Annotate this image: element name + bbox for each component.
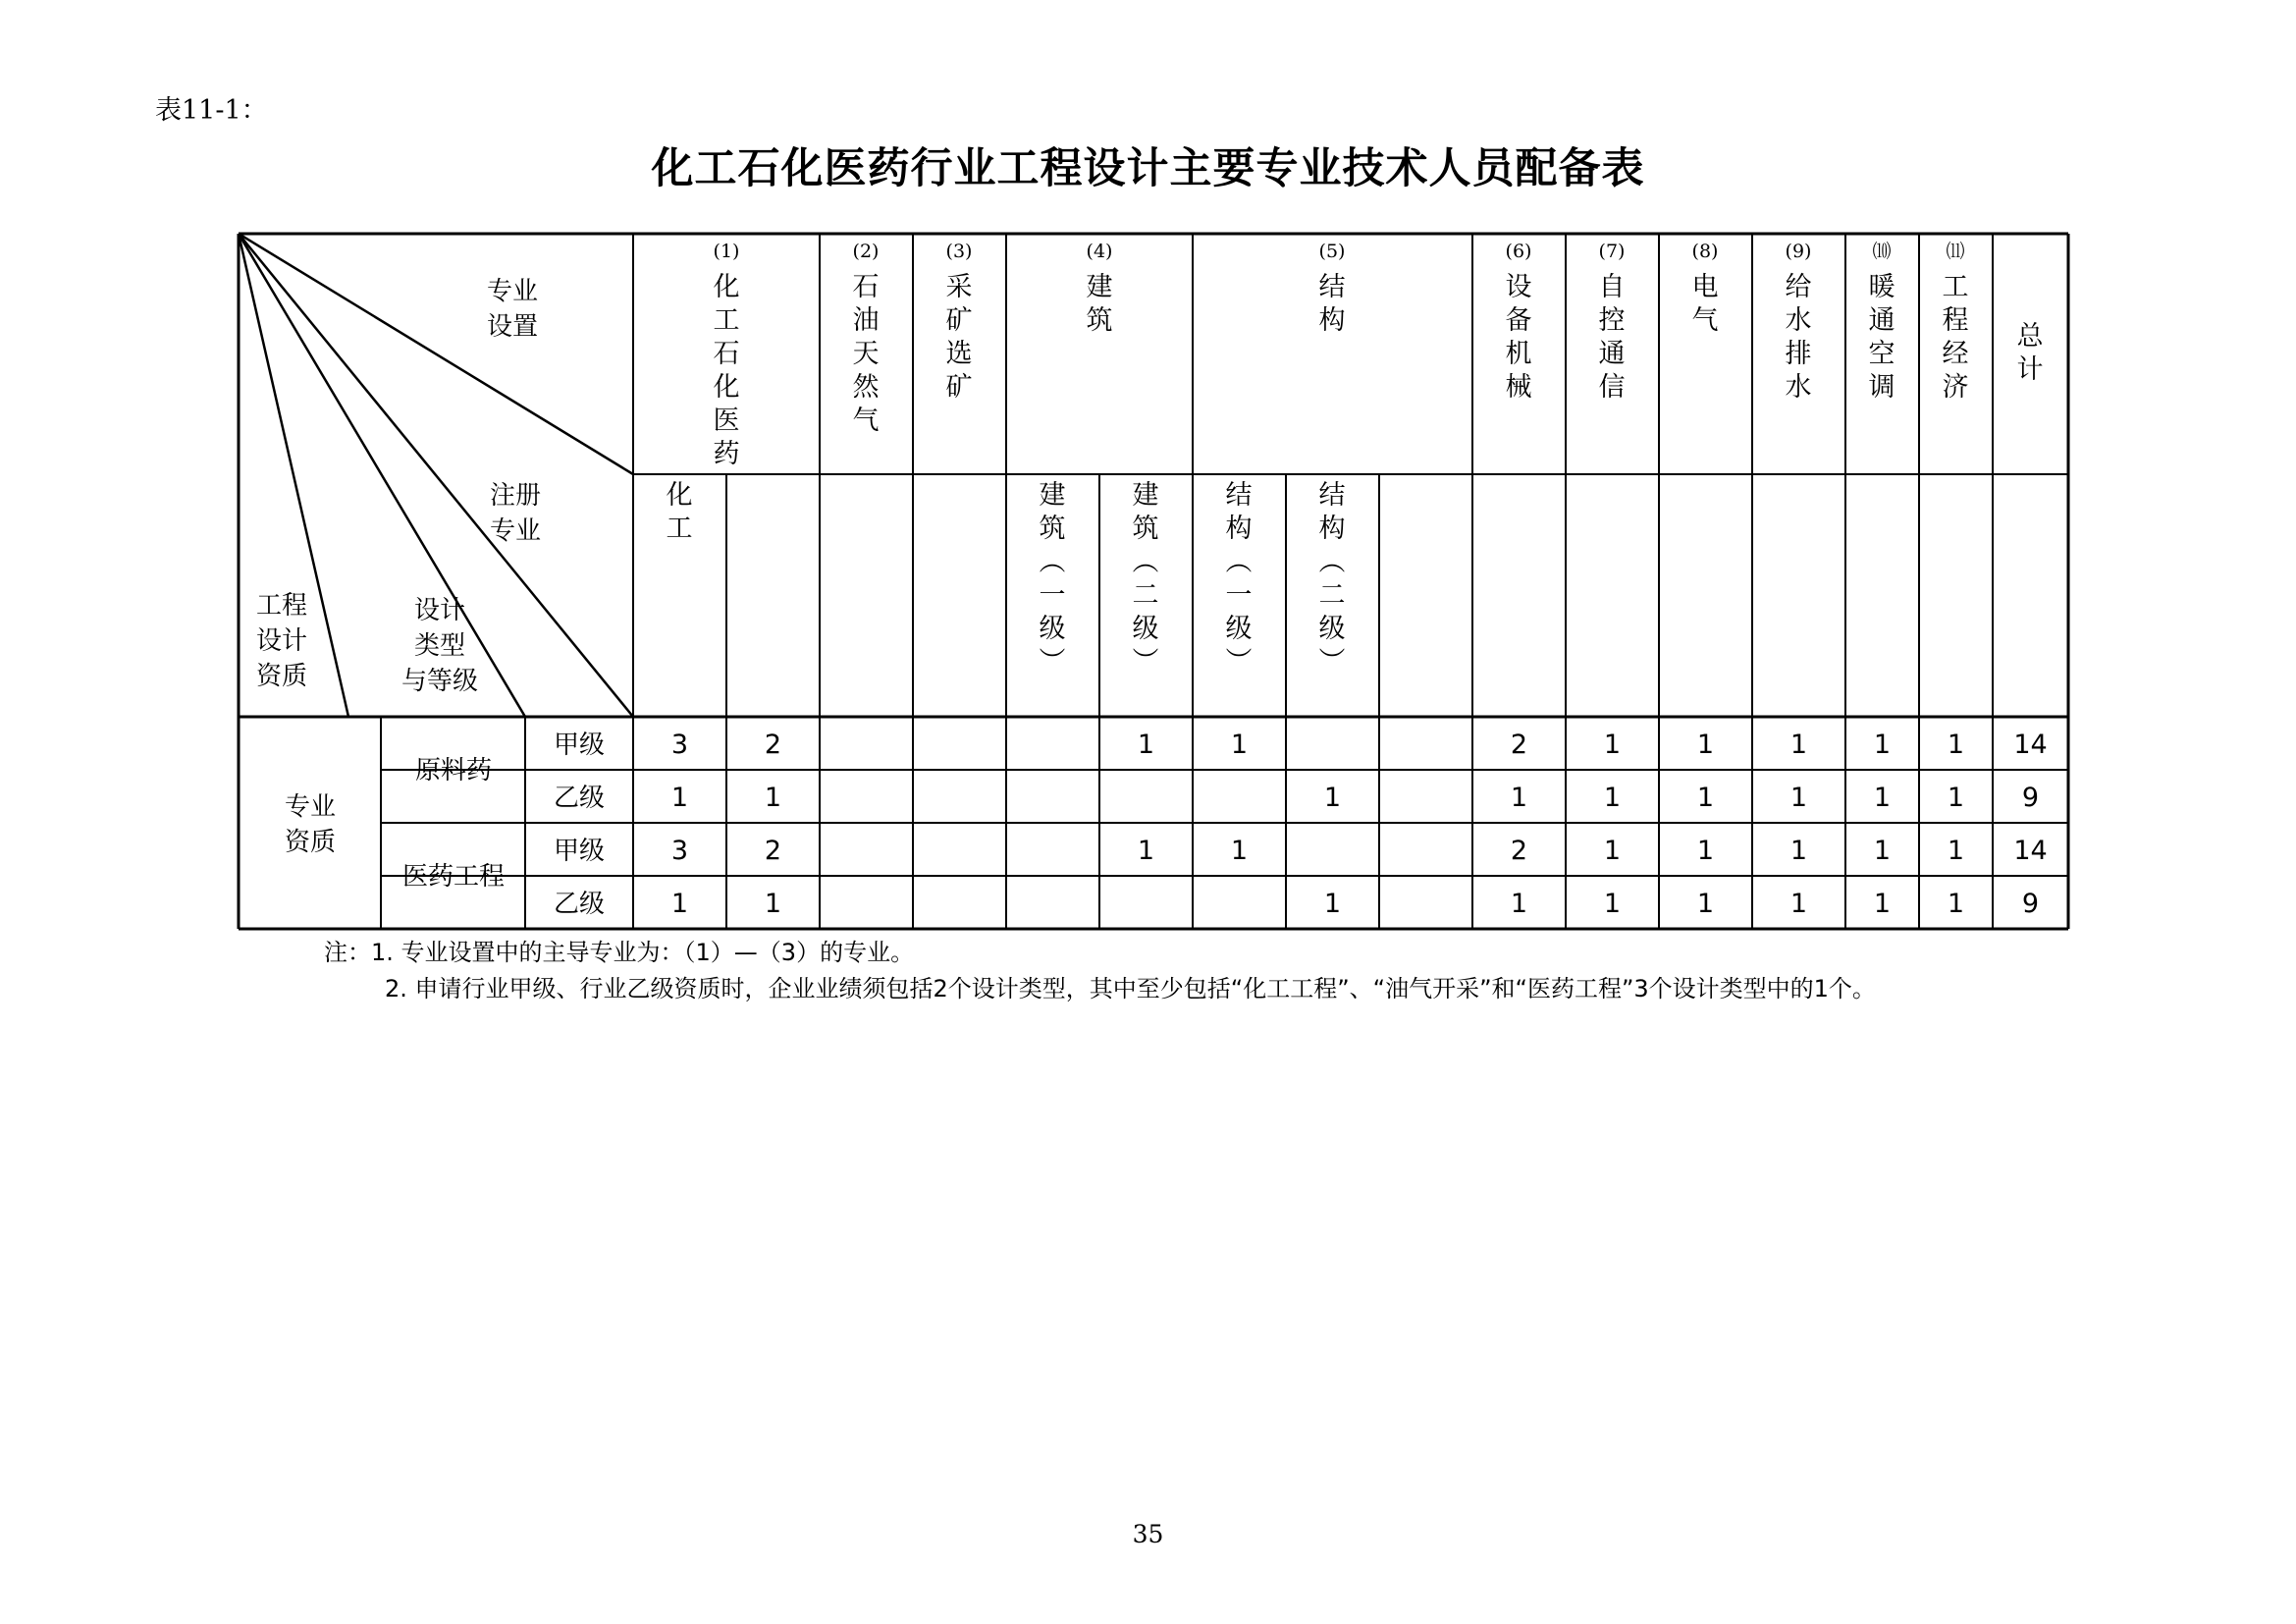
table-cell-value: 1 (1230, 730, 1249, 760)
specialty-name-char: 经 (1942, 339, 1969, 369)
table-cell-value: 9 (2021, 783, 2040, 813)
specialty-name-char: 气 (852, 406, 880, 436)
qualification-label: 专业 (284, 792, 337, 822)
registered-specialty-char: 筑 (1039, 514, 1066, 544)
specialty-name-char: 医 (713, 406, 740, 436)
registered-specialty-char: ︵ (1132, 547, 1159, 577)
registered-specialty-char: 一 (1225, 580, 1253, 611)
table-cell-value: 1 (670, 889, 689, 919)
specialty-name-char: 械 (1505, 372, 1532, 403)
table-cell-value: 1 (1510, 889, 1528, 919)
specialty-number: (5) (1318, 241, 1346, 262)
table-cell-value: 1 (1603, 889, 1622, 919)
registered-specialty-char: 建 (1039, 480, 1066, 511)
table-cell-value: 2 (764, 730, 782, 760)
table-cell-value: 1 (1137, 730, 1155, 760)
specialty-number: (1) (713, 241, 740, 262)
table-cell-value: 1 (1323, 889, 1342, 919)
corner-label: 专业 (489, 516, 542, 546)
table-cell-value: 1 (1947, 730, 1965, 760)
design-type-label: 原料药 (414, 756, 493, 785)
table-cell-value: 1 (1603, 730, 1622, 760)
specialty-number: (9) (1785, 241, 1812, 262)
registered-specialty-char: ︵ (1039, 547, 1066, 577)
specialty-name-char: 排 (1785, 339, 1812, 369)
specialty-name-char: 药 (713, 439, 740, 469)
table-cell-value: 1 (1873, 783, 1892, 813)
specialty-name-char: 空 (1868, 339, 1896, 369)
qualification-label: 资质 (284, 828, 337, 857)
registered-specialty-char: 构 (1318, 514, 1346, 544)
table-cell-value: 1 (1696, 783, 1715, 813)
specialty-name-char: 油 (852, 305, 880, 336)
table-cell-value: 1 (764, 783, 782, 813)
table-cell-value: 1 (1873, 836, 1892, 866)
registered-specialty-char: ︵ (1225, 547, 1253, 577)
table-cell-value: 1 (764, 889, 782, 919)
specialty-name-char: 通 (1598, 339, 1626, 369)
grade-label: 乙级 (553, 890, 606, 919)
table-cell-value: 1 (670, 783, 689, 813)
registered-specialty-char: 工 (666, 514, 693, 544)
specialty-name-char: 建 (1086, 272, 1113, 302)
table-cell-value: 3 (670, 836, 689, 866)
table-cell-value: 2 (1510, 836, 1528, 866)
specialty-name-char: 然 (852, 372, 880, 403)
grade-label: 乙级 (553, 784, 606, 813)
specialty-number: (6) (1505, 241, 1532, 262)
note-1: 1. 专业设置中的主导专业为：（1）—（3）的专业。 (371, 939, 915, 966)
specialty-name-char: 筑 (1086, 305, 1113, 336)
specialty-name-char: 信 (1598, 372, 1626, 403)
registered-specialty-char: 级 (1132, 614, 1159, 644)
registered-specialty-char: 级 (1318, 614, 1346, 644)
specialty-name-char: 选 (945, 339, 973, 369)
registered-specialty-char: 结 (1318, 480, 1346, 511)
corner-label: 资质 (255, 662, 308, 691)
table-cell-value: 1 (1323, 783, 1342, 813)
table-cell-value: 1 (1230, 836, 1249, 866)
specialty-name-char: 矿 (945, 305, 973, 336)
table-cell-value: 1 (1789, 889, 1808, 919)
specialty-name-char: 备 (1505, 305, 1532, 336)
specialty-name-char: 工 (713, 305, 740, 336)
table-cell-value: 1 (1947, 889, 1965, 919)
specialty-name-char: 设 (1505, 272, 1532, 302)
grade-label: 甲级 (553, 731, 606, 760)
registered-specialty-char: 二 (1132, 580, 1159, 611)
specialty-name-char: 给 (1785, 272, 1812, 302)
specialty-number: ⑽ (1872, 241, 1892, 262)
specialty-name-char: 调 (1868, 372, 1896, 403)
specialty-name-char: 暖 (1868, 272, 1896, 302)
specialty-name-char: 自 (1598, 272, 1626, 302)
total-label-char: 计 (2016, 354, 2044, 385)
registered-specialty-char: ︶ (1225, 647, 1253, 677)
table-cell-value: 2 (764, 836, 782, 866)
specialty-name-char: 通 (1868, 305, 1896, 336)
table-label: 表11-1： (155, 95, 268, 126)
specialty-name-char: 机 (1505, 339, 1532, 369)
registered-specialty-char: ︶ (1039, 647, 1066, 677)
registered-specialty-char: ︶ (1318, 647, 1346, 677)
table-cell-value: 1 (1603, 783, 1622, 813)
registered-specialty-char: 级 (1039, 614, 1066, 644)
specialty-name-char: 控 (1598, 305, 1626, 336)
specialty-name-char: 结 (1318, 272, 1346, 302)
specialty-name-char: 化 (713, 372, 740, 403)
specialty-name-char: 水 (1785, 305, 1812, 336)
page-number: 35 (1132, 1520, 1164, 1548)
registered-specialty-char: 结 (1225, 480, 1253, 511)
table-cell-value: 1 (1510, 783, 1528, 813)
table-cell-value: 9 (2021, 889, 2040, 919)
registered-specialty-char: 筑 (1132, 514, 1159, 544)
table-cell-value: 1 (1789, 836, 1808, 866)
corner-label: 类型 (413, 631, 466, 661)
table-cell-value: 1 (1696, 836, 1715, 866)
specialty-number: (3) (945, 241, 973, 262)
table-cell-value: 1 (1873, 889, 1892, 919)
specialty-number: (8) (1691, 241, 1719, 262)
corner-label: 设计 (413, 596, 466, 625)
registered-specialty-char: 一 (1039, 580, 1066, 611)
table-cell-value: 1 (1696, 889, 1715, 919)
table-title: 化工石化医药行业工程设计主要专业技术人员配备表 (651, 144, 1645, 193)
table-cell-value: 14 (2013, 730, 2048, 760)
table-cell-value: 14 (2013, 836, 2048, 866)
corner-label: 设置 (486, 312, 539, 342)
specialty-name-char: 工 (1942, 272, 1969, 302)
specialty-name-char: 水 (1785, 372, 1812, 403)
table-notes (324, 935, 2071, 1007)
specialty-name-char: 石 (713, 339, 740, 369)
table-cell-value: 1 (1789, 730, 1808, 760)
specialty-number: (4) (1086, 241, 1113, 262)
table-cell-value: 3 (670, 730, 689, 760)
total-label-char: 总 (2016, 321, 2044, 352)
corner-label: 与等级 (400, 667, 479, 696)
specialty-name-char: 石 (852, 272, 880, 302)
table-cell-value: 2 (1510, 730, 1528, 760)
specialty-name-char: 构 (1318, 305, 1346, 336)
specialty-number: ⑾ (1946, 241, 1965, 262)
corner-label: 专业 (486, 277, 539, 306)
corner-label: 工程 (255, 591, 308, 621)
specialty-name-char: 矿 (945, 372, 973, 403)
registered-specialty-char: 化 (666, 480, 693, 511)
registered-specialty-char: 二 (1318, 580, 1346, 611)
specialty-name-char: 采 (945, 272, 973, 302)
corner-label: 设计 (255, 626, 308, 656)
specialty-number: (7) (1598, 241, 1626, 262)
grade-label: 甲级 (553, 837, 606, 866)
corner-label: 注册 (489, 481, 542, 511)
table-cell-value: 1 (1947, 783, 1965, 813)
specialty-name-char: 电 (1691, 272, 1719, 302)
registered-specialty-char: 级 (1225, 614, 1253, 644)
table-cell-value: 1 (1789, 783, 1808, 813)
notes-prefix: 注： (324, 939, 371, 966)
table-cell-value: 1 (1947, 836, 1965, 866)
specialty-name-char: 天 (852, 339, 880, 369)
table-cell-value: 1 (1137, 836, 1155, 866)
specialty-name-char: 气 (1691, 305, 1719, 336)
corner-diagonal (239, 234, 633, 474)
specialty-number: (2) (852, 241, 880, 262)
registered-specialty-char: ︶ (1132, 647, 1159, 677)
specialty-name-char: 化 (713, 272, 740, 302)
registered-specialty-char: ︵ (1318, 547, 1346, 577)
registered-specialty-char: 构 (1225, 514, 1253, 544)
table-cell-value: 1 (1603, 836, 1622, 866)
note-2: 2. 申请行业甲级、行业乙级资质时，企业业绩须包括2个设计类型，其中至少包括“化工工程”、“油气开采”和“医药工程”3个设计类型中的1个。 (385, 975, 1876, 1002)
registered-specialty-char: 建 (1132, 480, 1159, 511)
table-cell-value: 1 (1696, 730, 1715, 760)
table-cell-value: 1 (1873, 730, 1892, 760)
specialty-name-char: 济 (1942, 372, 1969, 403)
design-type-label: 医药工程 (401, 862, 506, 892)
specialty-name-char: 程 (1942, 305, 1969, 336)
